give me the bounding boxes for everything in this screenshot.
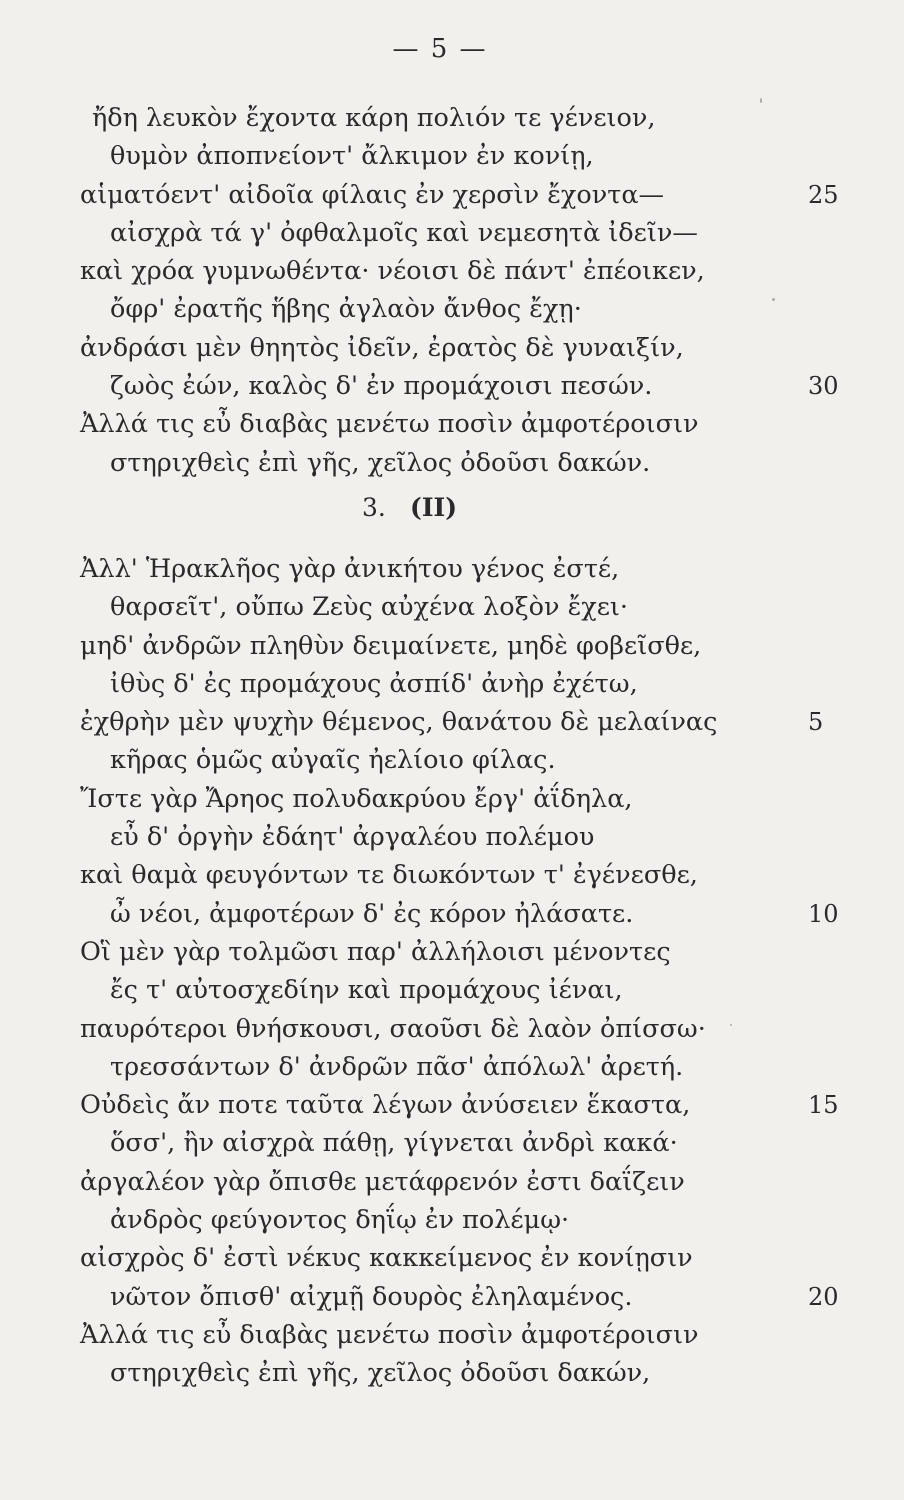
verse-text: Ἀλλά τις εὖ διαβὰς μενέτω ποσὶν ἀμφοτέροισιν xyxy=(80,1319,699,1350)
verse-text: αἰσχρὰ τά γ' ὀφθαλμοῖς καὶ νεμεσητὰ ἰδεῖν— xyxy=(110,217,698,248)
verse-text: Ἀλλά τις εὖ διαβὰς μενέτω ποσὶν ἀμφοτέροισιν xyxy=(80,409,699,440)
verse-text: Οὐδεὶς ἄν ποτε ταῦτα λέγων ἀνύσειεν ἕκαστα, xyxy=(80,1090,691,1121)
verse-text: ἀνδράσι μὲν θηητὸς ἰδεῖν, ἐρατὸς δὲ γυναιξίν, xyxy=(80,332,684,363)
verse-text: αἰσχρὸς δ' ἐστὶ νέκυς κακκείμενος ἐν κονίῃσιν xyxy=(80,1243,693,1274)
verse-line xyxy=(0,780,904,818)
verse-line xyxy=(0,444,904,482)
verse-text: ἐχθρὴν μὲν ψυχὴν θέμενος, θανάτου δὲ μελαίνας xyxy=(80,707,718,738)
verse-text: ὦ νέοι, ἀμφοτέρων δ' ἐς κόρον ἠλάσατε. xyxy=(110,898,634,929)
verse-line xyxy=(0,214,904,252)
verse-line xyxy=(0,329,904,367)
paper-speck xyxy=(730,1024,732,1026)
verse-text: ζωὸς ἐών, καλὸς δ' ἐν προμάχοισι πεσών. xyxy=(110,371,653,402)
line-number: 25 xyxy=(808,180,839,209)
verse-line xyxy=(0,1086,904,1124)
poem-section-1 xyxy=(0,99,904,482)
verse-line xyxy=(0,665,904,703)
verse-line xyxy=(0,588,904,626)
verse-line xyxy=(0,1124,904,1162)
verse-line xyxy=(0,176,904,214)
verse-text: Ἴστε γὰρ Ἄρηος πολυδακρύου ἔργ' ἀΐδηλα, xyxy=(80,783,633,814)
verse-line xyxy=(0,1354,904,1392)
verse-line xyxy=(0,1048,904,1086)
verse-line xyxy=(0,1201,904,1239)
verse-line xyxy=(0,627,904,665)
verse-text: ἀργαλέον γὰρ ὄπισθε μετάφρενόν ἐστι δαΐζειν xyxy=(80,1166,685,1197)
verse-text: τρεσσάντων δ' ἀνδρῶν πᾶσ' ἀπόλωλ' ἀρετή. xyxy=(110,1051,684,1082)
poem-number: 3. xyxy=(362,493,386,522)
verse-text: αἱματόεντ' αἰδοῖα φίλαις ἐν χερσὶν ἔχοντα— xyxy=(80,179,665,210)
poem-heading xyxy=(0,488,904,528)
verse-line xyxy=(0,1239,904,1277)
page-number: — 5 — xyxy=(392,34,488,64)
verse-text: κῆρας ὁμῶς αὐγαῖς ἠελίοιο φίλας. xyxy=(110,745,556,776)
verse-text: μηδ' ἀνδρῶν πληθὺν δειμαίνετε, μηδὲ φοβεῖσθε, xyxy=(80,630,702,661)
verse-text: στηριχθεὶς ἐπὶ γῆς, χεῖλος ὀδοῦσι δακών, xyxy=(110,1358,651,1389)
verse-line xyxy=(0,1163,904,1201)
poem-title: (ΙΙ) xyxy=(410,493,458,522)
paper-speck xyxy=(760,98,762,103)
verse-text: Οἳ μὲν γὰρ τολμῶσι παρ' ἀλλήλοισι μένοντες xyxy=(80,936,671,967)
verse-line xyxy=(0,1278,904,1316)
verse-text: εὖ δ' ὀργὴν ἐδάητ' ἀργαλέου πολέμου xyxy=(110,822,595,853)
verse-line xyxy=(0,367,904,405)
verse-text: ἀνδρὸς φεύγοντος δηΐῳ ἐν πολέμῳ· xyxy=(110,1205,570,1236)
line-number: 30 xyxy=(808,372,839,401)
verse-line xyxy=(0,137,904,175)
verse-text: ὅσσ', ἢν αἰσχρὰ πάθῃ, γίγνεται ἀνδρὶ κακά· xyxy=(110,1128,678,1159)
verse-line xyxy=(0,405,904,443)
verse-line xyxy=(0,818,904,856)
verse-line xyxy=(0,856,904,894)
verse-line xyxy=(0,252,904,290)
verse-text: παυρότεροι θνήσκουσι, σαοῦσι δὲ λαὸν ὀπίσσω· xyxy=(80,1013,706,1044)
verse-line xyxy=(0,895,904,933)
line-number: 20 xyxy=(808,1282,839,1311)
verse-line xyxy=(0,1010,904,1048)
poem-section-2 xyxy=(0,550,904,1393)
verse-line xyxy=(0,99,904,137)
verse-line xyxy=(0,550,904,588)
verse-line xyxy=(0,703,904,741)
verse-text: Ἀλλ' Ἡρακλῆος γὰρ ἀνικήτου γένος ἐστέ, xyxy=(80,554,620,584)
verse-line xyxy=(0,1316,904,1354)
verse-text: καὶ χρόα γυμνωθέντα· νέοισι δὲ πάντ' ἐπέοικεν, xyxy=(80,256,705,287)
line-number: 10 xyxy=(808,899,839,928)
verse-line xyxy=(0,290,904,328)
line-number: 15 xyxy=(808,1091,839,1120)
verse-text: στηριχθεὶς ἐπὶ γῆς, χεῖλος ὀδοῦσι δακών. xyxy=(110,447,651,478)
verse-line xyxy=(0,933,904,971)
verse-text: καὶ θαμὰ φευγόντων τε διωκόντων τ' ἐγένεσθε, xyxy=(80,860,698,891)
verse-line xyxy=(0,741,904,779)
verse-text: ἔς τ' αὐτοσχεδίην καὶ προμάχους ἰέναι, xyxy=(110,975,623,1006)
paper-speck xyxy=(772,298,775,301)
verse-text: ἰθὺς δ' ἐς προμάχους ἀσπίδ' ἀνὴρ ἐχέτω, xyxy=(110,668,638,699)
verse-text: ἤδη λευκὸν ἔχοντα κάρη πολιόν τε γένειον, xyxy=(92,103,656,133)
verse-text: θυμὸν ἀποπνείοντ' ἄλκιμον ἐν κονίῃ, xyxy=(110,141,594,172)
verse-line xyxy=(0,971,904,1009)
line-number: 5 xyxy=(808,708,824,737)
verse-text: θαρσεῖτ', οὔπω Ζεὺς αὐχένα λοξὸν ἔχει· xyxy=(110,592,629,623)
verse-text: ὄφρ' ἐρατῆς ἥβης ἀγλαὸν ἄνθος ἔχῃ· xyxy=(110,294,582,325)
verse-text: νῶτον ὄπισθ' αἰχμῇ δουρὸς ἐληλαμένος. xyxy=(110,1281,633,1312)
